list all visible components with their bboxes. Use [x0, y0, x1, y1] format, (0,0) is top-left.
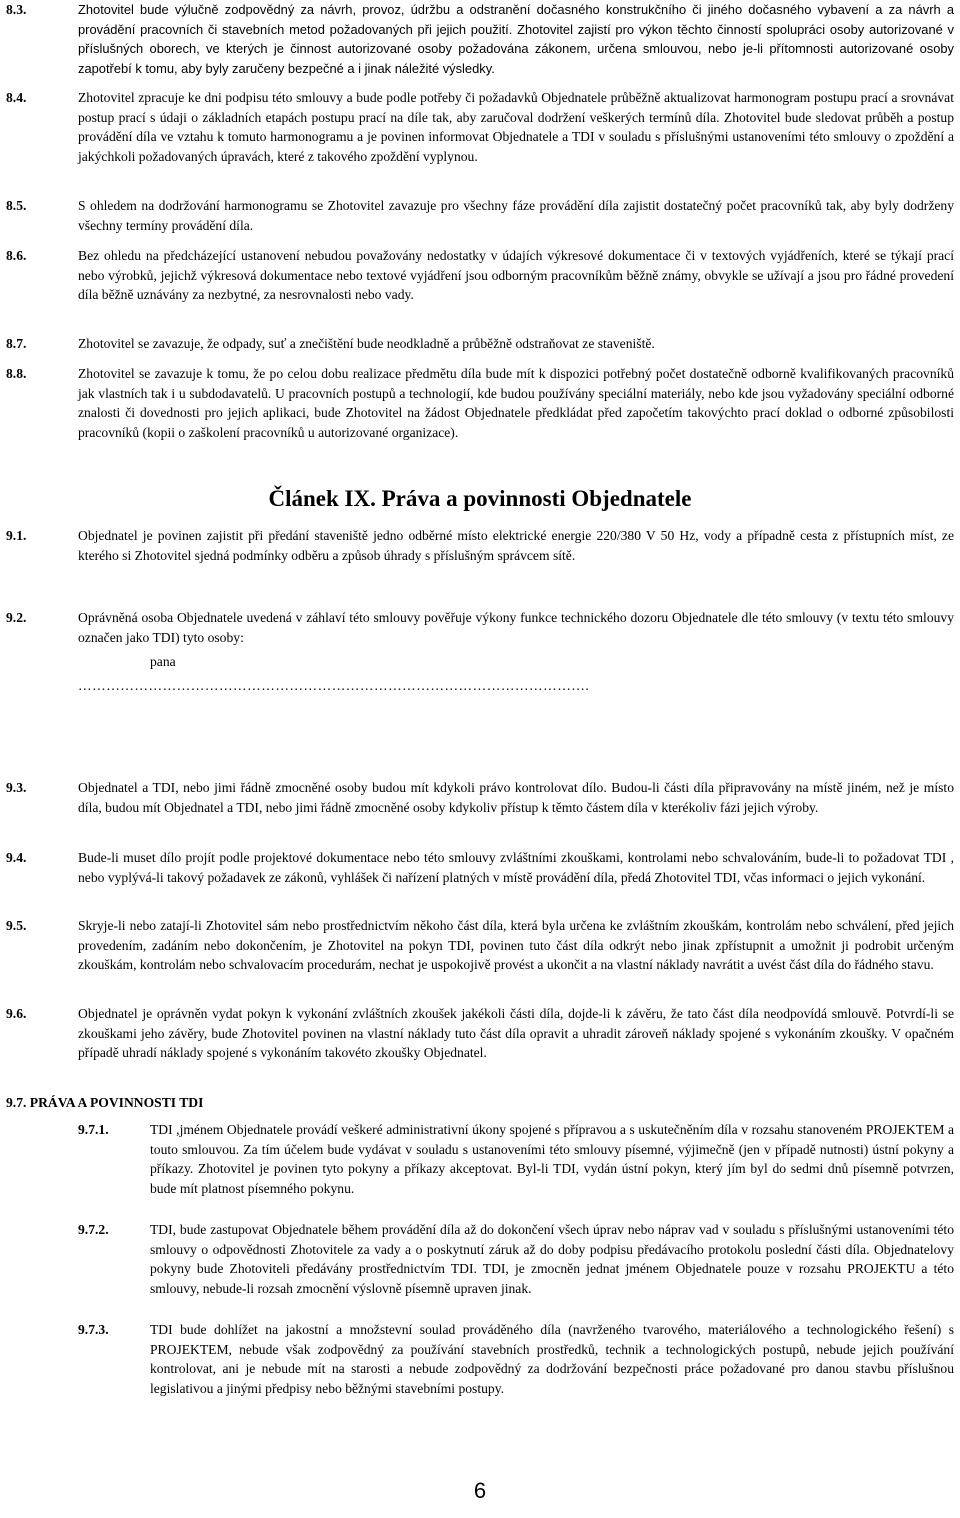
clause-text: TDI ,jménem Objednatele provádí veškeré administrativní úkony spojené s přípravou a s uskutečněním díla v rozsahu stanoveném PROJEKTEM a touto smlouvou. Za tím účelem bude vydávat v souladu s ustanoveními této smlouvy písemné, výjimečně (jen v případě nutnosti) ústní pokyny a příkazy. Zhotovitel je povinen tyto pokyny a příkazy akceptovat. Byl-li TDI, vydán ústní pokyn, který jím byl do sedmi dnů písemně potvrzen, bude mít platnost písemného pokynu.	[150, 1122, 954, 1196]
section-heading-tdi: 9.7. PRÁVA A POVINNOSTI TDI	[6, 1095, 204, 1110]
clause-9-7-3	[0, 1320, 960, 1398]
clause-9-7-2	[0, 1220, 960, 1298]
clause-text: Zhotovitel se zavazuje k tomu, že po celou dobu realizace předmětu díla bude mít k dispozici potřebný počet dostatečně odborně kvalifikovaných pracovníků jak vlastních tak i u subdodavatelů. U pracovních postupů a technologií, kde budou používány speciální materiály, nebo kde jsou vyžadovány speciální odborné znalosti či dovednosti pro jejich aplikaci, bude Zhotovitel na žádost Objednatele předkládat před započetím takovýchto prací doklad o odborné způsobilosti pracovníků (kopii o zaškolení pracovníků u autorizované organizace).	[78, 366, 954, 440]
tdi-person-prefix: pana	[150, 654, 176, 669]
clause-text: Objednatel je povinen zajistit při předání staveniště jedno odběrné místo elektrické energie 220/380 V 50 Hz, vody a případně cesta z přístupních míst, ze kterého si Zhotovitel sjedná podmínky odběru a způsob úhrady s příslušným správcem sítě.	[78, 528, 954, 563]
clause-9-7-1	[0, 1120, 960, 1198]
article-title: Článek IX. Práva a povinnosti Objednatele	[268, 486, 692, 511]
clause-number: 9.4.	[6, 850, 27, 865]
clause-8-5	[0, 196, 960, 235]
clause-9-4	[0, 848, 960, 887]
clause-8-8	[0, 364, 960, 442]
clause-8-7	[0, 334, 960, 354]
clause-number: 9.7.1.	[78, 1122, 109, 1137]
clause-number: 8.4.	[6, 90, 27, 105]
clause-text: Zhotovitel se zavazuje, že odpady, suť a znečištění bude neodkladně a průběžně odstraňovat ze staveniště.	[78, 336, 655, 351]
clause-9-2	[0, 608, 960, 647]
clause-number: 8.6.	[6, 248, 27, 263]
page-number: 6	[473, 1478, 487, 1503]
clause-number: 8.7.	[6, 336, 27, 351]
clause-text: S ohledem na dodržování harmonogramu se Zhotovitel zavazuje pro všechny fáze provádění díla zajistit dostatečný počet pracovníků tak, aby byly dodrženy všechny termíny provádění díla.	[78, 198, 954, 233]
clause-text: TDI bude dohlížet na jakostní a množstevní soulad prováděného díla (navrženého tvarového, materiálového a technologického řešení) s PROJEKTEM, nebude však zodpovědný za používání stavebních prostředků, technik a technologických postupů, nebude jejich používání kontrolovat, ani je nebude mít na starosti a nebude zodpovědný za dodržování bezpečnosti práce požadované pro danou stavbu příslušnou legislativou a jinými předpisy nebo běžnými stavebními postupy.	[150, 1322, 954, 1396]
clause-number: 9.7.2.	[78, 1222, 109, 1237]
clause-text: Objednatel je oprávněn vydat pokyn k vykonání zvláštních zkoušek jakékoli části díla, dojde-li k závěru, že tato část díla neodpovídá smlouvě. Potvrdí-li se zkouškami jeho závěry, bude Zhotovitel povinen na vlastní náklady tuto část díla opravit a uhradit zároveň náklady spojené s vykonáním zkoušky. V opačném případě uhradí náklady spojené s vykonáním takovéto zkoušky Objednatel.	[78, 1006, 954, 1060]
clause-9-5	[0, 916, 960, 975]
clause-number: 9.1.	[6, 528, 27, 543]
clause-9-6	[0, 1004, 960, 1063]
clause-8-6	[0, 246, 960, 305]
clause-number: 9.2.	[6, 610, 27, 625]
clause-text: Zhotovitel zpracuje ke dni podpisu této smlouvy a bude podle potřeby či požadavků Objednatele průběžně aktualizovat harmonogram postupu prací a srovnávat postup prací s údaji o základních etapách postupu prací na díle tak, aby zaručoval dodržení veškerých termínů díla. Zhotovitel bude sledovat průběh a postup provádění díla ve vztahu k tomuto harmonogramu a je povinen informovat Objednatele a TDI v souladu s příslušnými ustanoveními této smlouvy o zpoždění a jakýchkoli požadovaných úpravách, které z takového zpoždění vyplynou.	[78, 90, 954, 164]
clause-number: 8.5.	[6, 198, 27, 213]
clause-number: 9.3.	[6, 780, 27, 795]
clause-text: Oprávněná osoba Objednatele uvedená v záhlaví této smlouvy pověřuje výkony funkce technického dozoru Objednatele dle této smlouvy (v textu této smlouvy označen jako TDI) tyto osoby:	[78, 610, 954, 645]
clause-text: Bez ohledu na předcházející ustanovení nebudou považovány nedostatky v údajích výkresové dokumentace či v textových vyjádřeních, které se týkají prací nebo výrobků, jejichž výkresová dokumentace nebo textové vyjádření jsou odborným pracovníkům běžně známy, obvykle se užívají a jsou pro řádné provedení díla běžně uznávány za nezbytné, za nesrovnalosti nebo vady.	[78, 248, 954, 302]
clause-text: TDI, bude zastupovat Objednatele během provádění díla až do dokončení všech úprav nebo náprav vad v souladu s příslušnými ustanoveními této smlouvy o odpovědnosti Zhotovitele za vady a o poskytnutí záruk až do doby podpisu předávacího protokolu poslední části díla. Objednatelovy pokyny bude Zhotoviteli předávány prostřednictvím TDI. TDI, je zmocněn jednat jménem Objednatele pouze v rozsahu PROJEKTU a této smlouvy, nebude-li rozsah zmocnění výslovně písemně upraven jinak.	[150, 1222, 954, 1296]
clause-number: 9.5.	[6, 918, 27, 933]
clause-8-3	[0, 0, 960, 78]
clause-9-3	[0, 778, 960, 817]
clause-text: Bude-li muset dílo projít podle projektové dokumentace nebo této smlouvy zvláštními zkouškami, kontrolami nebo schvalováním, bude-li to požadovat TDI , nebo vyplývá-li takový požadavek ze zákonů, vyhlášek či nařízení platných v místě provádění díla, předá Zhotovitel TDI, včas informaci o jejich vykonání.	[78, 850, 954, 885]
clause-text: Objednatel a TDI, nebo jimi řádně zmocněné osoby budou mít kdykoli právo kontrolovat dílo. Budou-li části díla připravovány na místě jiném, než je místo díla, budou mít Objednatel a TDI, nebo jimi řádně zmocněné osoby kdykoliv přístup k těmto částem díla v kterékoliv fázi jejich výroby.	[78, 780, 954, 815]
clause-number: 8.8.	[6, 366, 27, 381]
clause-8-4	[0, 88, 960, 166]
clause-number: 9.7.3.	[78, 1322, 109, 1337]
clause-number: 9.6.	[6, 1006, 27, 1021]
tdi-person-blank: ……………………………………………………………………………………………….	[78, 678, 590, 693]
clause-text: Zhotovitel bude výlučně zodpovědný za návrh, provoz, údržbu a odstranění dočasného konstrukčního či jiného dočasného vybavení a za návrh a provádění pracovních či stavebních metod požadovaných při jejich použití. Zhotovitel zajistí pro výkon těchto činností spolupráci osoby autorizované v příslušných oborech, ve kterých je činnost autorizované osoby požadována zákonem, určena smlouvou, nebo je-li přítomnosti autorizované osoby zapotřebí k tomu, aby byly zaručeny bezpečné a i jinak náležité výsledky.	[78, 2, 954, 76]
clause-text: Skryje-li nebo zatají-li Zhotovitel sám nebo prostřednictvím někoho část díla, která byla určena ke zvláštním zkouškám, kontrolám nebo schválení, před jejich provedením, zadáním nebo dokončením, je Zhotovitel na pokyn TDI, povinen tuto část díla odkrýt nebo jinak zpřístupnit a umožnit ji podrobit určeným zkouškám, kontrolám nebo schvalovacím procedurám, nechat je uspokojivě provést a ukončit a na vlastní náklady navrátit a uvést část díla do řádného stavu.	[78, 918, 954, 972]
clause-9-1	[0, 526, 960, 565]
clause-number: 8.3.	[6, 2, 27, 17]
